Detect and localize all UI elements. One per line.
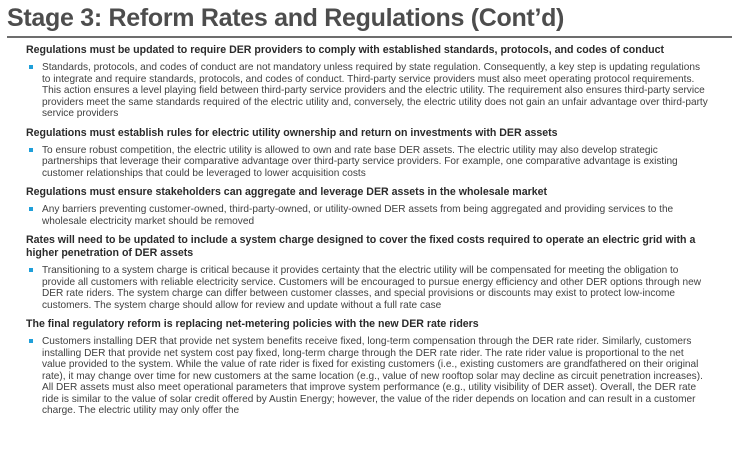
section-system-charge bbox=[0, 234, 740, 311]
title-underline bbox=[7, 36, 732, 38]
section-heading: Regulations must be updated to require DER providers to comply with established standards, protocols, and codes of conduct bbox=[26, 44, 665, 56]
bullet-item bbox=[42, 145, 710, 180]
bullet-text: To ensure robust competition, the electric utility is allowed to own and rate base DER assets. The electric utility may also develop strategic partnerships that leverage their comparative advantage over third-party service providers. For example, one comparative advantage is existing customer relationships that could be leveraged to lower acquisition costs bbox=[42, 144, 678, 179]
bullet-text: Any barriers preventing customer-owned, third-party-owned, or utility-owned DER assets from being aggregated and providing services to the wholesale electricity market should be removed bbox=[42, 204, 674, 227]
section-net-metering bbox=[0, 318, 740, 417]
square-bullet-icon bbox=[29, 268, 33, 272]
section-heading: The final regulatory reform is replacing net-metering policies with the new DER rate riders bbox=[26, 318, 479, 330]
bullet-text: Transitioning to a system charge is critical because it provides certainty that the electric utility will be compensated for meeting the obligation to provide all customers with reliable electricity service. Customers will be encouraged to pursue energy efficiency and other DER options through new DER rate riders. The system charge can differ between customer classes, and special provisions or discounts may exist to protect low-income customers. The system charge should allow for review and update without a full rate case bbox=[42, 265, 702, 311]
bullet-item bbox=[42, 265, 710, 311]
section-utility-ownership bbox=[0, 127, 740, 180]
slide-title: Stage 3: Reform Rates and Regulations (Cont’d) bbox=[7, 4, 565, 32]
square-bullet-icon bbox=[29, 148, 33, 152]
section-heading: Regulations must ensure stakeholders can aggregate and leverage DER assets in the wholesale market bbox=[26, 186, 548, 198]
square-bullet-icon bbox=[29, 207, 33, 211]
square-bullet-icon bbox=[29, 65, 33, 69]
bullet-item bbox=[42, 62, 710, 120]
section-der-standards bbox=[0, 44, 740, 120]
section-heading: Regulations must establish rules for electric utility ownership and return on investments with DER assets bbox=[26, 126, 558, 139]
bullet-item bbox=[42, 336, 710, 417]
bullet-text: Customers installing DER that provide net system benefits receive fixed, long-term compensation through the DER rate rider. Similarly, customers installing DER that provide net system cost pay fixed, long-term charge through the DER rate rider. The rate rider value is proportional to the net value provided to the system. While the value of rate rider is fixed for existing customers (i.e., existing customers are grandfathered on their original rate), it may change over time for new customers at the same location (e.g., value of new rooftop solar may decline as circuit penetration increases). All DER assets must also meet operational parameters that improve system performance (e.g., utility visibility of DER asset). Overall, the DER rate ride is similar to the value of solar credit offered by Austin Energy; however, the value of the rider depends on location and can result in a customer charge. The electric utility may only offer the bbox=[42, 336, 703, 416]
bullet-item bbox=[42, 204, 710, 227]
section-heading: Rates will need to be updated to include a system charge designed to cover the fixed costs required to operate an electric grid with a higher penetration of DER assets bbox=[26, 234, 696, 259]
bullet-text: Standards, protocols, and codes of conduct are not mandatory unless required by state regulation. Consequently, a key step is updating regulations to integrate and require standards, protocols, and codes of conduct. Third-party service providers must also meet operating protocol requirements. This action ensures a level playing field between third-party service providers and the electric utility. The requirement also ensures third-party service providers meet the same standards required of the electric utility and, conversely, the electric utility does not gain an unfair advantage over third-party service providers bbox=[42, 62, 708, 119]
section-wholesale-market bbox=[0, 186, 740, 227]
square-bullet-icon bbox=[29, 339, 33, 343]
slide-body bbox=[0, 42, 740, 417]
